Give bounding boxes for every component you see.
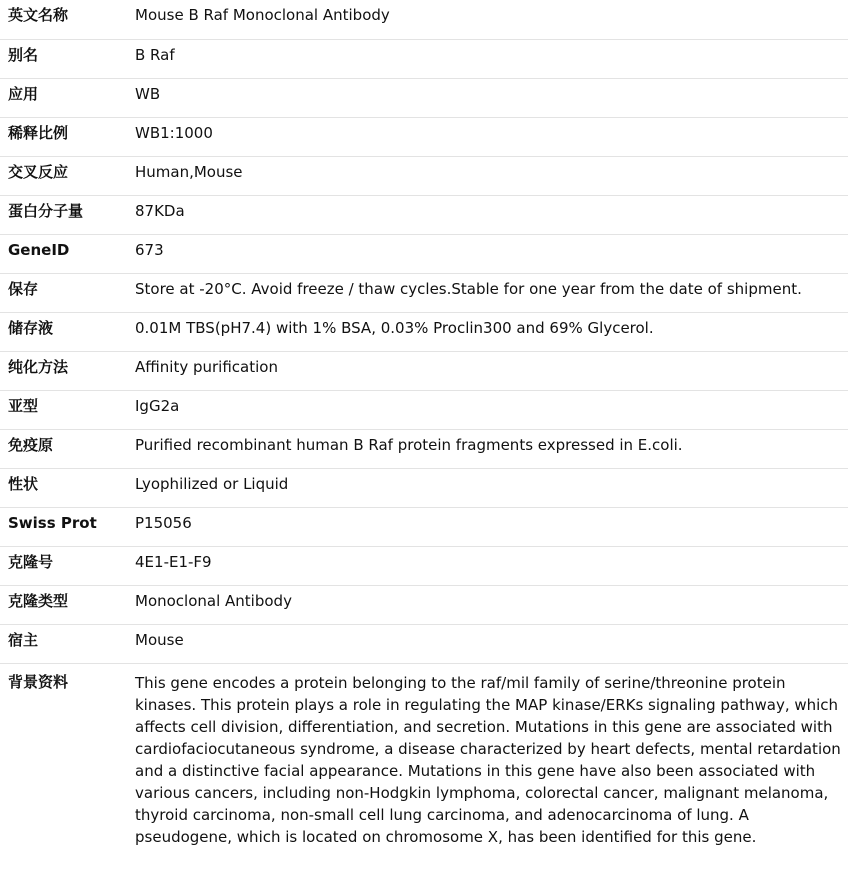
spec-row-alias [0, 39, 848, 78]
row-label: 应用 [8, 84, 39, 103]
spec-row-swiss-prot [0, 507, 848, 546]
row-label: 背景资料 [8, 672, 69, 691]
row-label: 蛋白分子量 [8, 201, 84, 220]
row-value: P15056 [135, 513, 192, 532]
row-label: 性状 [8, 474, 39, 493]
row-label: 克隆类型 [8, 591, 69, 610]
spec-row-form [0, 468, 848, 507]
row-label: 别名 [8, 45, 39, 64]
spec-row-purification [0, 351, 848, 390]
row-value: Purified recombinant human B Raf protein fragments expressed in E.coli. [135, 435, 683, 454]
spec-row-storage [0, 273, 848, 312]
row-label: 储存液 [8, 318, 54, 337]
row-label: 英文名称 [8, 6, 69, 24]
row-label: 稀释比例 [8, 123, 69, 142]
row-label: 保存 [8, 279, 39, 298]
row-label: 免疫原 [8, 435, 54, 454]
row-label: Swiss Prot [8, 513, 97, 532]
row-value: Lyophilized or Liquid [135, 474, 289, 493]
row-value: 0.01M TBS(pH7.4) with 1% BSA, 0.03% Proclin300 and 69% Glycerol. [135, 318, 654, 337]
spec-row-reactivity [0, 156, 848, 195]
row-value: This gene encodes a protein belonging to the raf/mil family of serine/threonine protein kinases. This protein plays a role in regulating the MAP kinase/ERKs signaling pathway, which affects cell division, differentiation, and secretion. Mutations in this gene are associated with cardiofaciocutaneous syndrome, a disease characterized by heart defects, mental retardation and a distinctive facial appearance. Mutations in this gene have also been associated with various cancers, including non-Hodgkin lymphoma, colorectal cancer, malignant melanoma, thyroid carcinoma, non-small cell lung carcinoma, and adenocarcinoma of lung. A pseudogene, which is located on chromosome X, has been identified for this gene. [135, 673, 841, 846]
row-value: B Raf [135, 45, 175, 64]
row-value: Store at -20°C. Avoid freeze / thaw cycles.Stable for one year from the date of shipment. [135, 279, 802, 298]
row-label: 克隆号 [8, 552, 54, 571]
spec-row-gene-id [0, 234, 848, 273]
row-value: 87KDa [135, 201, 185, 220]
spec-row-dilution [0, 117, 848, 156]
spec-row-background [0, 663, 848, 848]
spec-row-clone-type [0, 585, 848, 624]
row-value: Monoclonal Antibody [135, 591, 292, 610]
row-label: 纯化方法 [8, 357, 69, 376]
row-value: Affinity purification [135, 357, 278, 376]
row-label: GeneID [8, 240, 70, 259]
row-value: 673 [135, 240, 164, 259]
row-value: WB [135, 84, 161, 103]
row-value: WB1:1000 [135, 123, 213, 142]
row-value: Mouse B Raf Monoclonal Antibody [135, 6, 390, 24]
row-label: 亚型 [8, 396, 39, 415]
spec-row-isotype [0, 390, 848, 429]
spec-row-host [0, 624, 848, 663]
row-value: Human,Mouse [135, 162, 243, 181]
spec-row-application [0, 78, 848, 117]
spec-row-molecular-weight [0, 195, 848, 234]
row-value: 4E1-E1-F9 [135, 552, 212, 571]
spec-row-english-name [0, 0, 848, 39]
row-value: IgG2a [135, 396, 180, 415]
spec-row-immunogen [0, 429, 848, 468]
spec-row-storage-buffer [0, 312, 848, 351]
row-label: 交叉反应 [8, 162, 69, 181]
spec-row-clone-number [0, 546, 848, 585]
row-label: 宿主 [8, 630, 39, 649]
row-value: Mouse [135, 630, 184, 649]
